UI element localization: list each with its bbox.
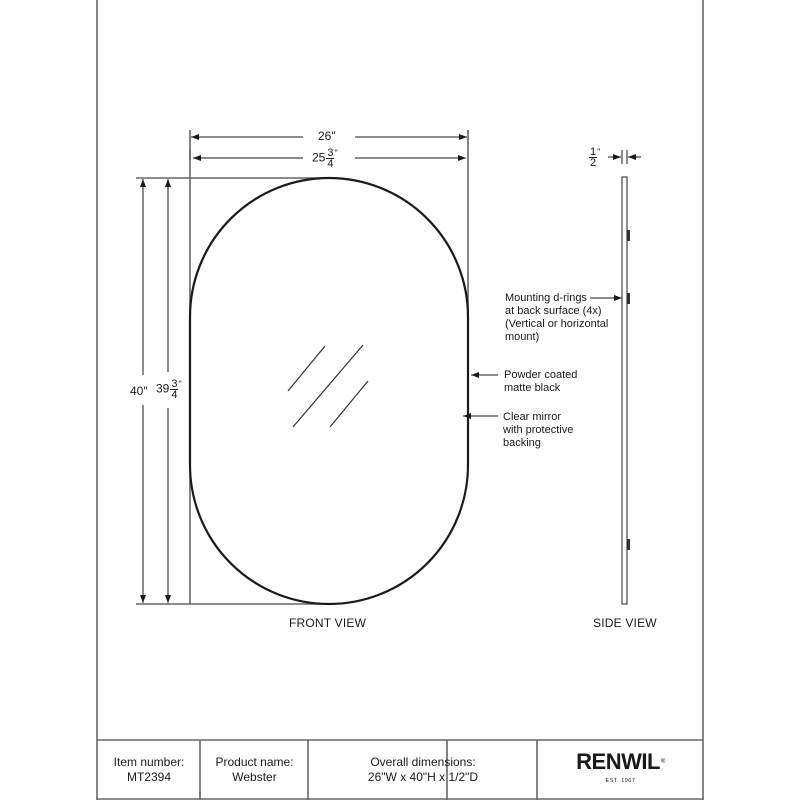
registered-mark: ® [660,759,665,765]
side-view [608,150,641,604]
dim-overall-width [315,129,339,143]
callout-line: Mounting d-rings [505,292,587,304]
side-view-title: SIDE VIEW [593,616,657,630]
dim-value: 26" [318,129,336,143]
callout-line: with protective [503,424,574,436]
page-frame [97,0,703,800]
frac-den: 2 [590,157,597,169]
callout-mirror [503,411,573,450]
callout-line: backing [503,437,541,449]
title-block-dimensions [309,741,537,799]
frac-num: 1 [590,146,597,158]
item-number-value: MT2394 [126,770,172,784]
d-ring-marker [627,230,630,241]
title-block-brand [538,741,703,799]
mirror-reflection-lines [288,345,368,427]
frac-den: 4 [327,158,334,170]
dim-value: 40" [130,384,148,398]
frac-den: 4 [171,389,178,401]
callout-line: mount) [505,331,540,343]
item-number-label: Item number: [113,755,185,769]
callout-finish [504,369,577,395]
front-view-title: FRONT VIEW [289,616,367,630]
frac-num: 3 [171,378,178,390]
callout-line: Clear mirror [503,411,562,423]
front-view-frame [136,130,468,604]
dim-mirror-width [309,148,341,169]
dim-whole: 39 [156,381,170,396]
dim-unit: " [597,147,601,157]
brand-logo [576,751,665,773]
d-ring-marker [627,539,630,550]
dim-fraction [589,147,597,168]
d-ring-marker [627,293,630,304]
callout-line: Powder coated [504,369,578,381]
callout-line: at back surface (4x) [505,305,602,317]
dim-mirror-height [153,379,185,400]
dim-unit: " [334,148,338,158]
dim-overall-height [127,384,151,398]
product-name-label: Product name: [215,755,294,769]
dim-unit: " [178,379,182,389]
mirror-outline [190,178,468,604]
frac-num: 3 [327,147,334,159]
dimensions-value: 26"W x 40"H x 1/2"D [367,770,479,784]
title-block-item-number [98,741,200,799]
dim-depth [588,147,600,168]
dimensions-label: Overall dimensions: [370,755,476,769]
callout-d-rings [505,292,608,344]
callout-line: (Vertical or horizontal [505,318,609,330]
brand-name: RENWIL [576,749,660,774]
product-name-value: Webster [232,770,277,784]
callout-line: matte black [504,382,561,394]
dim-whole: 25 [312,150,326,165]
title-block-product-name [201,741,308,799]
brand-tagline: EST. 1967 [605,778,636,784]
